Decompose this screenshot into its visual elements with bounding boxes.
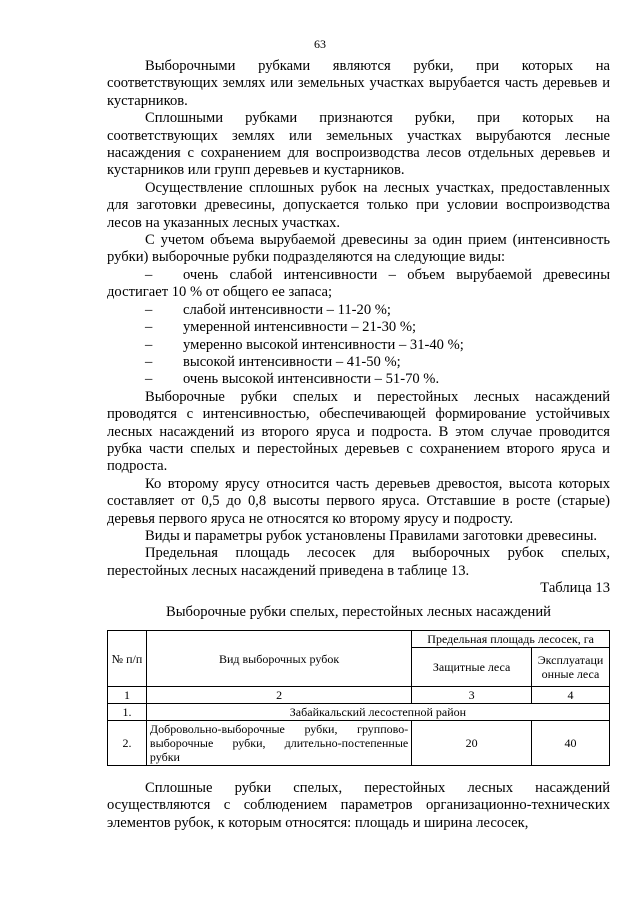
document-body [107,58,610,832]
list-dash: – [145,319,153,336]
paragraph: Виды и параметры рубок установлены Правилами заготовки древесины. [145,527,598,544]
paragraph: Выборочные рубки спелых и перестойных лесных насаждений проводятся с интенсивностью, обеспечивающей формирование устойчивых лесных насаждений из второго яруса и подроста. В этом случае проводится рубка части спелых и перестойных деревьев с сохранением второго яруса и подроста. [107,388,610,475]
header-type: Вид выборочных рубок [146,631,411,687]
row-exploitation: 40 [532,721,610,766]
list-item-text: очень слабой интенсивности – объем вырубаемой древесины достигает 10 % от общего ее запаса; [107,266,610,301]
list-item [107,267,610,302]
col-number: 4 [532,687,610,704]
paragraph: Выборочными рубками являются рубки, при которых на соответствующих землях или земельных участках вырубается часть деревьев и кустарников. [107,58,610,109]
row-type: Добровольно-выборочные рубки, группово-выборочные рубки, длительно-постепенные рубки [146,721,411,766]
list-item [107,337,610,354]
list-item-text: очень высокой интенсивности – 51-70 %. [183,371,440,388]
paragraph: Ко второму ярусу относится часть деревьев древостоя, высота которых составляет от 0,5 до 0,8 высоты первого яруса. Отставшие в росте (старые) деревья первого яруса не относятся ко второму ярусу и подросту. [107,475,610,527]
col-number: 1 [108,687,147,704]
list-item-text: умеренно высокой интенсивности – 31-40 %; [183,336,464,353]
paragraph: Осуществление сплошных рубок на лесных участках, предоставленных для заготовки древесины, допускается только при условии воспроизводства лесов на указанных лесных участках. [107,179,610,231]
paragraph: С учетом объема вырубаемой древесины за один прием (интенсивность рубки) выборочные рубки подразделяются на следующие виды: [107,232,610,266]
paragraph: Предельная площадь лесосек для выборочных рубок спелых, перестойных лесных насаждений приведена в таблице 13. [107,545,610,579]
col-number: 3 [412,687,532,704]
table-caption: Таблица 13 [540,580,610,597]
row-protective: 20 [412,721,532,766]
header-area: Предельная площадь лесосек, га [412,631,610,648]
data-table [107,630,610,766]
list-dash: – [145,336,153,353]
header-num: № п/п [108,631,147,687]
list-item [107,371,610,388]
list-item-text: умеренной интенсивности – 21-30 %; [183,319,417,336]
section-num: 1. [108,704,147,721]
table-title: Выборочные рубки спелых, перестойных лесных насаждений [166,603,551,620]
page-number: 63 [314,37,326,51]
list-item-text: слабой интенсивности – 11-20 %; [183,301,391,318]
list-item [107,319,610,336]
row-num: 2. [108,721,147,766]
list-item [107,302,610,319]
paragraph: Сплошными рубками признаются рубки, при которых на соответствующих землях или земельных участках вырубаются лесные насаждения с сохранением для воспроизводства лесов отдельных деревьев и кустарников или групп деревьев и кустарников. [107,110,610,179]
list-dash: – [145,353,153,370]
list-dash: – [145,266,153,283]
col-number: 2 [146,687,411,704]
list-item [107,354,610,371]
list-item-text: высокой интенсивности – 41-50 %; [183,353,401,370]
list-dash: – [145,371,153,388]
paragraph: Сплошные рубки спелых, перестойных лесных насаждений осуществляются с соблюдением параметров организационно-технических элементов рубок, к которым относятся: площадь и ширина лесосек, [107,780,610,831]
section-name: Забайкальский лесостепной район [146,704,609,721]
list-dash: – [145,301,153,318]
header-exploitation: Эксплуатаци онные леса [532,648,610,687]
header-protective: Защитные леса [412,648,532,687]
